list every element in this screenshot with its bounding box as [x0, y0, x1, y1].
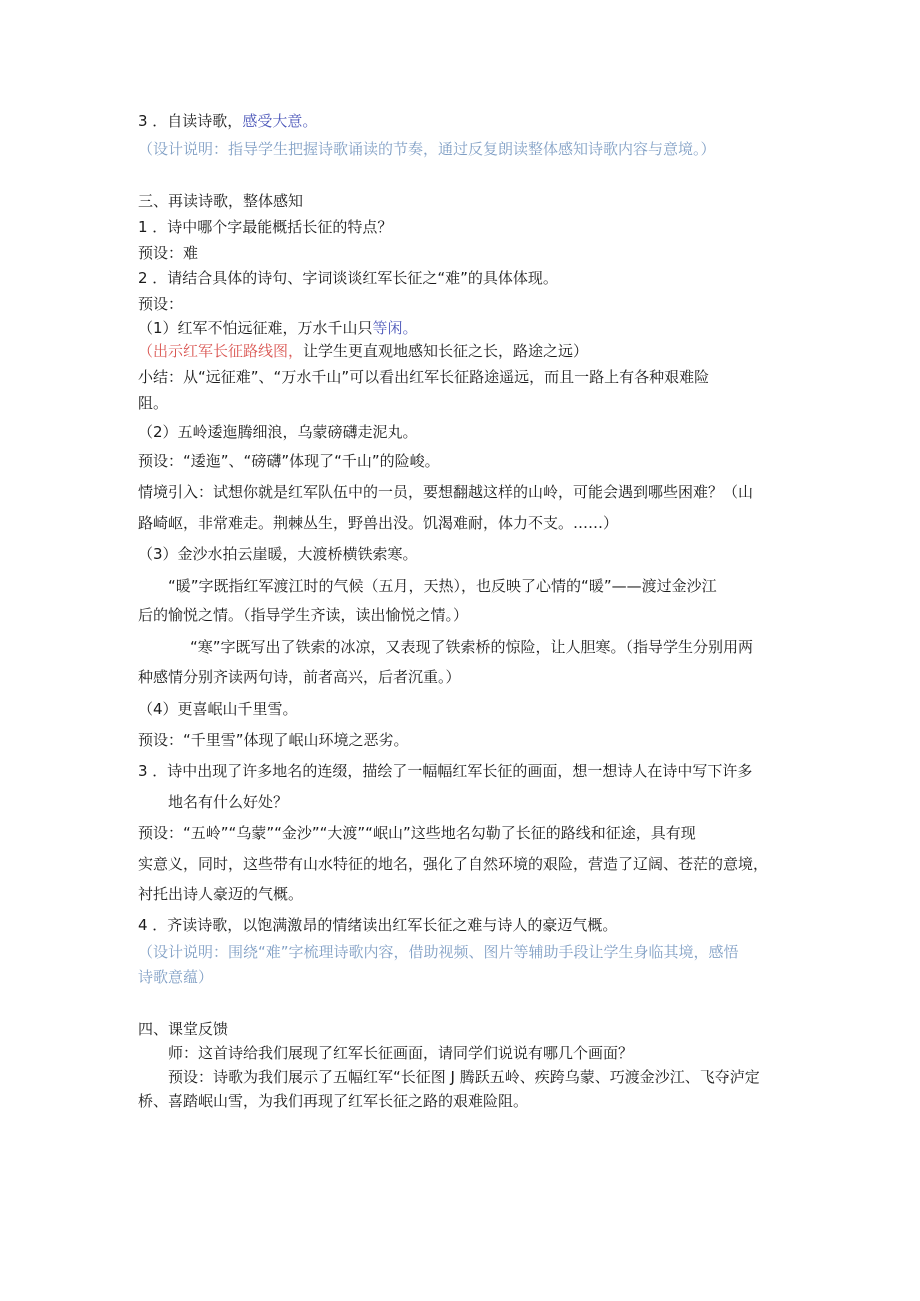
- question-3-preset-1: 预设：“五岭”“乌蒙”“金沙”“大渡”“岷山”这些地名勾勒了长征的路线和征途，具有现: [138, 824, 696, 842]
- scene-intro-1: 情境引入：试想你就是红军队伍中的一员，要想翻越这样的山岭，可能会遇到哪些困难？（山: [138, 483, 754, 501]
- poem-line-4: （4）更喜岷山千里雪。: [138, 700, 298, 718]
- design-note-2-line-2: 诗歌意蕴）: [138, 968, 214, 986]
- cold-explain-2: 种感情分别齐读两句诗，前者高兴，后者沉重。）: [138, 668, 461, 686]
- question-3-line-1: 3 ．诗中出现了许多地名的连缀，描绘了一幅幅红军长征的画面，想一想诗人在诗中写下许多: [138, 762, 753, 780]
- show-map-note: （出示红军长征路线图，让学生更直观地感知长征之长，路途之远）: [138, 342, 589, 360]
- cold-explain-1: “寒”字既写出了铁索的冰凉，又表现了铁索桥的惊险，让人胆寒。（指导学生分别用两: [190, 638, 754, 656]
- item-3-self-read: 3 ．自读诗歌，感受大意。: [138, 112, 318, 130]
- question-4: 4 ．齐读诗歌，以饱满激昂的情绪读出红军长征之难与诗人的豪迈气概。: [138, 916, 618, 934]
- question-2: 2 ．请结合具体的诗句、字词谈谈红军长征之“难”的具体体现。: [138, 269, 558, 287]
- design-note-1: （设计说明：指导学生把握诗歌诵读的节奏，通过反复朗读整体感知诗歌内容与意境。）: [138, 140, 716, 158]
- warm-explain-1: “暖”字既指红军渡江时的气候（五月，天热），也反映了心情的“暖”——渡过金沙江: [168, 577, 717, 595]
- question-3-line-2: 地名有什么好处？: [168, 793, 289, 811]
- question-1: 1 ．诗中哪个字最能概括长征的特点？: [138, 218, 393, 236]
- question-2-preset: 预设：: [138, 295, 184, 313]
- section-4-heading: 四、课堂反馈: [138, 1020, 229, 1038]
- question-3-preset-3: 衬托出诗人豪迈的气概。: [138, 885, 304, 903]
- question-1-preset: 预设：难: [138, 244, 199, 262]
- poem-line-4-preset: 预设：“千里雪”体现了岷山环境之恶劣。: [138, 731, 409, 749]
- poem-line-2: （2）五岭逶迤腾细浪，乌蒙磅礴走泥丸。: [138, 423, 418, 441]
- section-3-heading: 三、再读诗歌，整体感知: [138, 192, 304, 210]
- scene-intro-2: 路崎岖，非常难走。荆棘丛生，野兽出没。饥渴难耐，体力不支。……）: [138, 514, 619, 532]
- poem-line-2-preset: 预设：“逶迤”、“磅礴”体现了“千山”的险峻。: [138, 452, 440, 470]
- warm-explain-2: 后的愉悦之情。（指导学生齐读，读出愉悦之情。）: [138, 606, 469, 624]
- teacher-question: 师：这首诗给我们展现了红军长征画面，请同学们说说有哪几个画面？: [168, 1044, 634, 1062]
- feedback-preset-1: 预设：诗歌为我们展示了五幅红军“长征图 J 腾跃五岭、疾跨乌蒙、巧渡金沙江、飞夺泸定: [168, 1068, 760, 1086]
- poem-line-3: （3）金沙水拍云崖暖，大渡桥横铁索寒。: [138, 545, 418, 563]
- feedback-preset-2: 桥、喜踏岷山雪，为我们再现了红军长征之路的艰难险阻。: [138, 1092, 529, 1110]
- summary-line-1: 小结：从“远征难”、“万水千山”可以看出红军长征路途遥远，而且一路上有各种艰难险: [138, 368, 710, 386]
- summary-line-2: 阻。: [138, 394, 169, 412]
- question-3-preset-2: 实意义，同时，这些带有山水特征的地名，强化了自然环境的艰险，营造了辽阔、苍茫的意境，: [138, 855, 769, 873]
- design-note-2-line-1: （设计说明：围绕“难”字梳理诗歌内容，借助视频、图片等辅助手段让学生身临其境，感悟: [138, 943, 739, 961]
- poem-line-1: （1）红军不怕远征难，万水千山只等闲。: [138, 319, 418, 337]
